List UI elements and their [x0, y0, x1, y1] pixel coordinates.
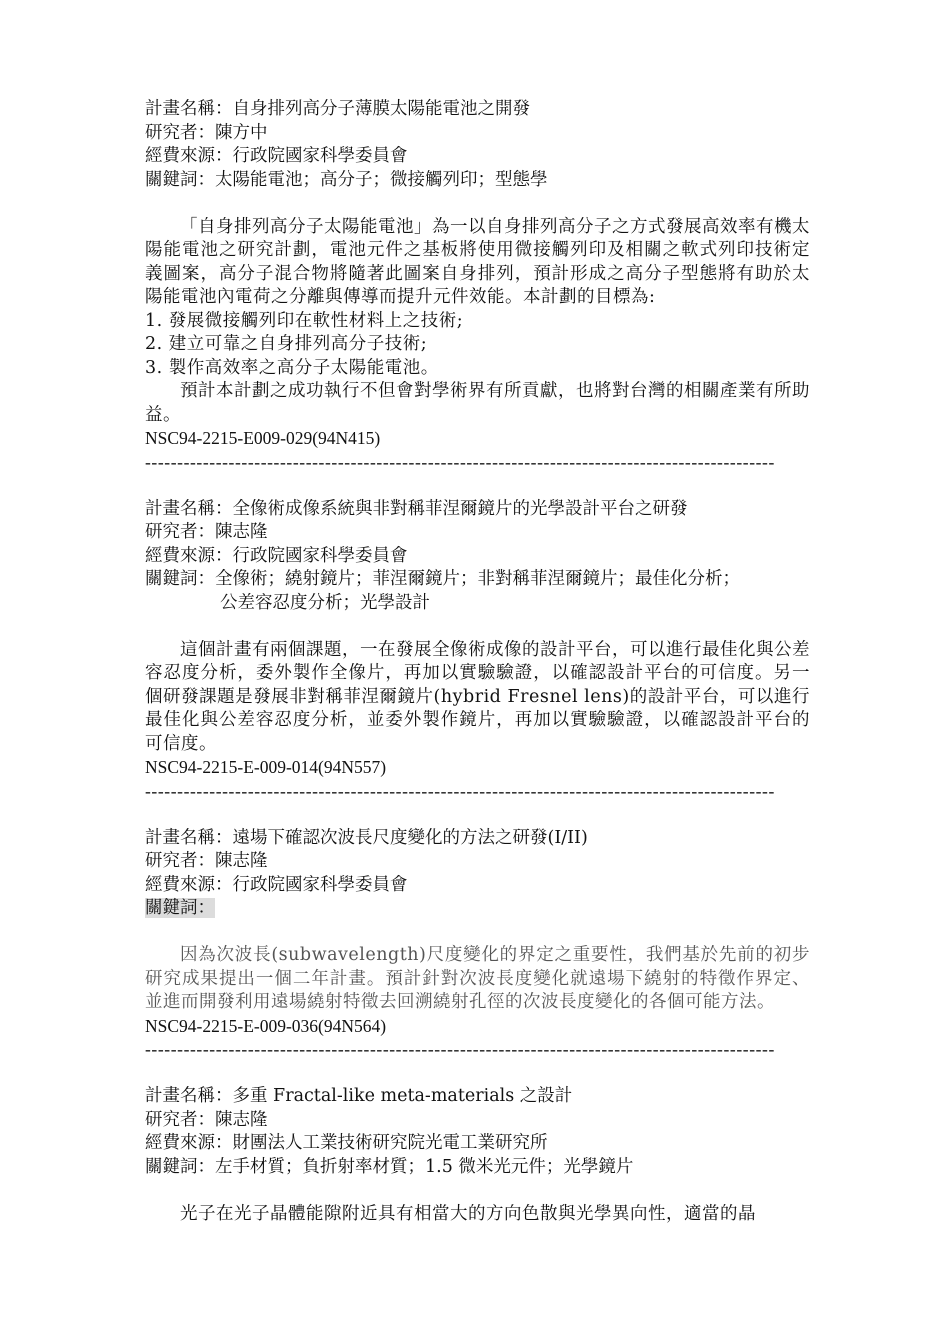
abstract: 因為次波長(subwavelength)尺度變化的界定之重要性，我們基於先前的初步研究成果提出一個二年計畫。預計針對次波長度變化就遠場下繞射的特徵作界定、並進而開發利用遠場繞射特徵去回溯繞射孔徑的次波長度變化的各個可能方法。 — [145, 945, 810, 1012]
funding-source: 經費來源：行政院國家科學委員會 — [145, 545, 408, 566]
keywords: 關鍵詞：全像術；繞射鏡片；菲涅爾鏡片；非對稱菲涅爾鏡片；最佳化分析； — [145, 569, 740, 589]
goal-item-3: 3. 製作高效率之高分子太陽能電池。 — [145, 357, 439, 378]
project-code: NSC94-2215-E-009-036(94N564) — [145, 1015, 387, 1036]
project-title: 計畫名稱：多重 Fractal-like meta-materials 之設計 — [145, 1086, 573, 1106]
project-4 — [145, 1085, 810, 1226]
separator: -------------------------------------------------------------------------------------------------- — [145, 451, 775, 472]
keywords: 關鍵詞：左手材質；負折射率材質；1.5 微米光元件；光學鏡片 — [145, 1156, 634, 1177]
researcher: 研究者：陳志隆 — [145, 1109, 268, 1130]
separator: -------------------------------------------------------------------------------------------------- — [145, 780, 775, 801]
goal-item-1: 1. 發展微接觸列印在軟性材料上之技術; — [145, 310, 464, 331]
goal-item-2: 2. 建立可靠之自身排列高分子技術; — [145, 334, 428, 354]
project-2 — [145, 498, 810, 804]
document-page — [145, 98, 810, 1226]
funding-source: 經費來源：行政院國家科學委員會 — [145, 874, 408, 895]
keywords-highlighted: 關鍵詞： — [145, 898, 215, 918]
closing-paragraph: 預計本計劃之成功執行不但會對學術界有所貢獻，也將對台灣的相關產業有所助益。 — [145, 381, 810, 425]
project-1 — [145, 98, 810, 474]
project-title: 計畫名稱：遠場下確認次波長尺度變化的方法之研發(I/II) — [145, 827, 588, 848]
keywords: 關鍵詞：太陽能電池；高分子；微接觸列印；型態學 — [145, 169, 548, 190]
researcher: 研究者：陳志隆 — [145, 522, 268, 542]
funding-source: 經費來源：行政院國家科學委員會 — [145, 146, 408, 166]
project-title: 計畫名稱：自身排列高分子薄膜太陽能電池之開發 — [145, 99, 530, 119]
project-code: NSC94-2215-E-009-014(94N557) — [145, 757, 387, 777]
funding-source: 經費來源：財團法人工業技術研究院光電工業研究所 — [145, 1133, 548, 1153]
project-title: 計畫名稱：全像術成像系統與非對稱菲涅爾鏡片的光學設計平台之研發 — [145, 498, 688, 519]
researcher: 研究者：陳方中 — [145, 122, 268, 143]
abstract: 這個計畫有兩個課題，一在發展全像術成像的設計平台，可以進行最佳化與公差容忍度分析，委外製作全像片，再加以實驗驗證，以確認設計平台的可信度。另一個研發課題是發展非對稱菲涅爾鏡片(hybrid Fresnel lens)的設計平台，可以進行最佳化與公差容忍度分析，並委外製作鏡片，再加以實驗驗證，以確認設計平台的可信度。 — [145, 639, 810, 754]
separator: -------------------------------------------------------------------------------------------------- — [145, 1039, 775, 1059]
abstract: 「自身排列高分子太陽能電池」為一以自身排列高分子之方式發展高效率有機太陽能電池之研究計劃，電池元件之基板將使用微接觸列印及相關之軟式列印技術定義圖案，高分子混合物將隨著此圖案自身排列，預計形成之高分子型態將有助於太陽能電池內電荷之分離與傳導而提升元件效能。本計劃的目標為: — [145, 216, 810, 307]
project-code: NSC94-2215-E009-029(94N415) — [145, 428, 381, 448]
keywords-continued: 公差容忍度分析；光學設計 — [220, 592, 430, 613]
project-3 — [145, 827, 810, 1062]
abstract: 光子在光子晶體能隙附近具有相當大的方向色散與光學異向性，適當的晶 — [180, 1203, 756, 1224]
researcher: 研究者：陳志隆 — [145, 851, 268, 871]
